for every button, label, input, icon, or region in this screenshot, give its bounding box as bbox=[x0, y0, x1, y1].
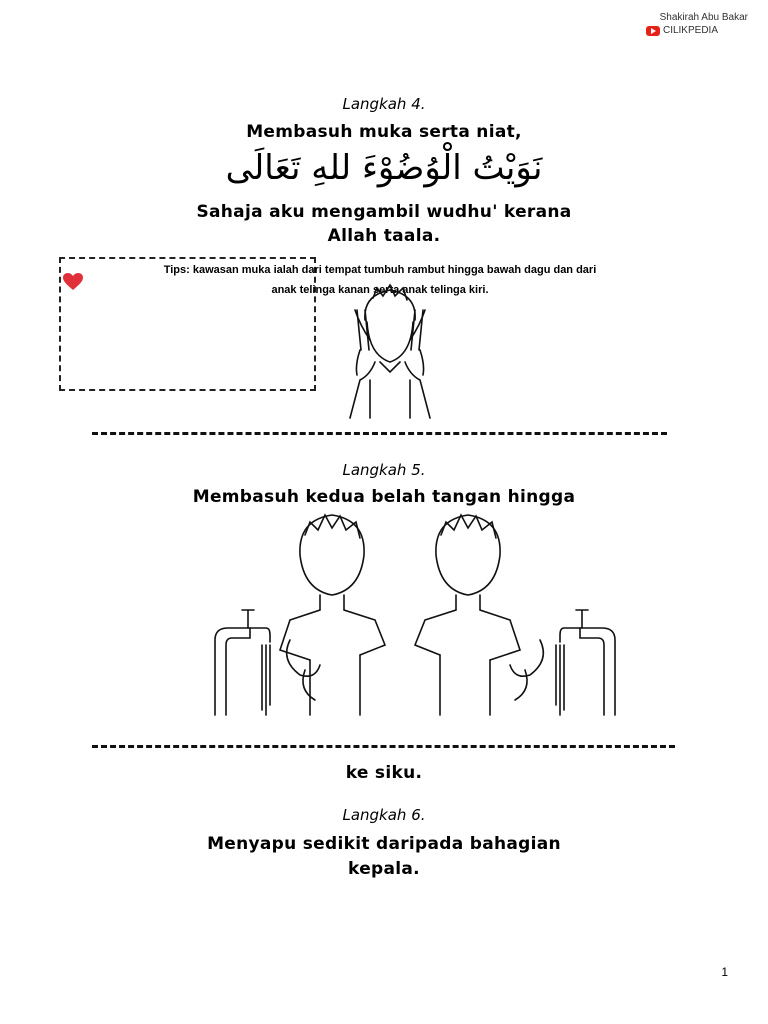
step4-label: Langkah 4. bbox=[342, 95, 426, 113]
channel-label bbox=[646, 25, 718, 36]
step4-title: Membasuh muka serta niat, bbox=[246, 122, 522, 142]
step4-translation-line2: Allah taala. bbox=[327, 226, 441, 246]
tips-line2: anak telinga kanan serta anak telinga kiri. bbox=[271, 284, 489, 296]
niat-arabic-text: نَوَيْتُ الْوُضُوْءَ للهِ تَعَالَى bbox=[225, 148, 543, 188]
tips-line1: Tips: kawasan muka ialah dari tempat tumbuh rambut hingga bawah dagu dan dari bbox=[163, 264, 597, 276]
face-washing-illustration bbox=[335, 280, 445, 420]
step6-title-line1: Menyapu sedikit daripada bahagian bbox=[207, 834, 561, 854]
hand-washing-illustration bbox=[210, 510, 620, 725]
step5-answer: ke siku. bbox=[345, 763, 423, 783]
step5-label: Langkah 5. bbox=[342, 461, 426, 479]
step4-answer-line bbox=[92, 432, 667, 435]
channel-name: CILIKPEDIA bbox=[662, 25, 718, 36]
step4-translation-line1: Sahaja aku mengambil wudhu' kerana bbox=[196, 202, 572, 222]
author-name: Shakirah Abu Bakar bbox=[659, 12, 748, 23]
step6-label: Langkah 6. bbox=[342, 806, 426, 824]
step6-title-line2: kepala. bbox=[348, 859, 420, 879]
page-number: 1 bbox=[721, 965, 728, 979]
step5-answer-line bbox=[92, 745, 675, 748]
youtube-icon bbox=[646, 26, 660, 36]
step5-title: Membasuh kedua belah tangan hingga bbox=[192, 487, 576, 507]
